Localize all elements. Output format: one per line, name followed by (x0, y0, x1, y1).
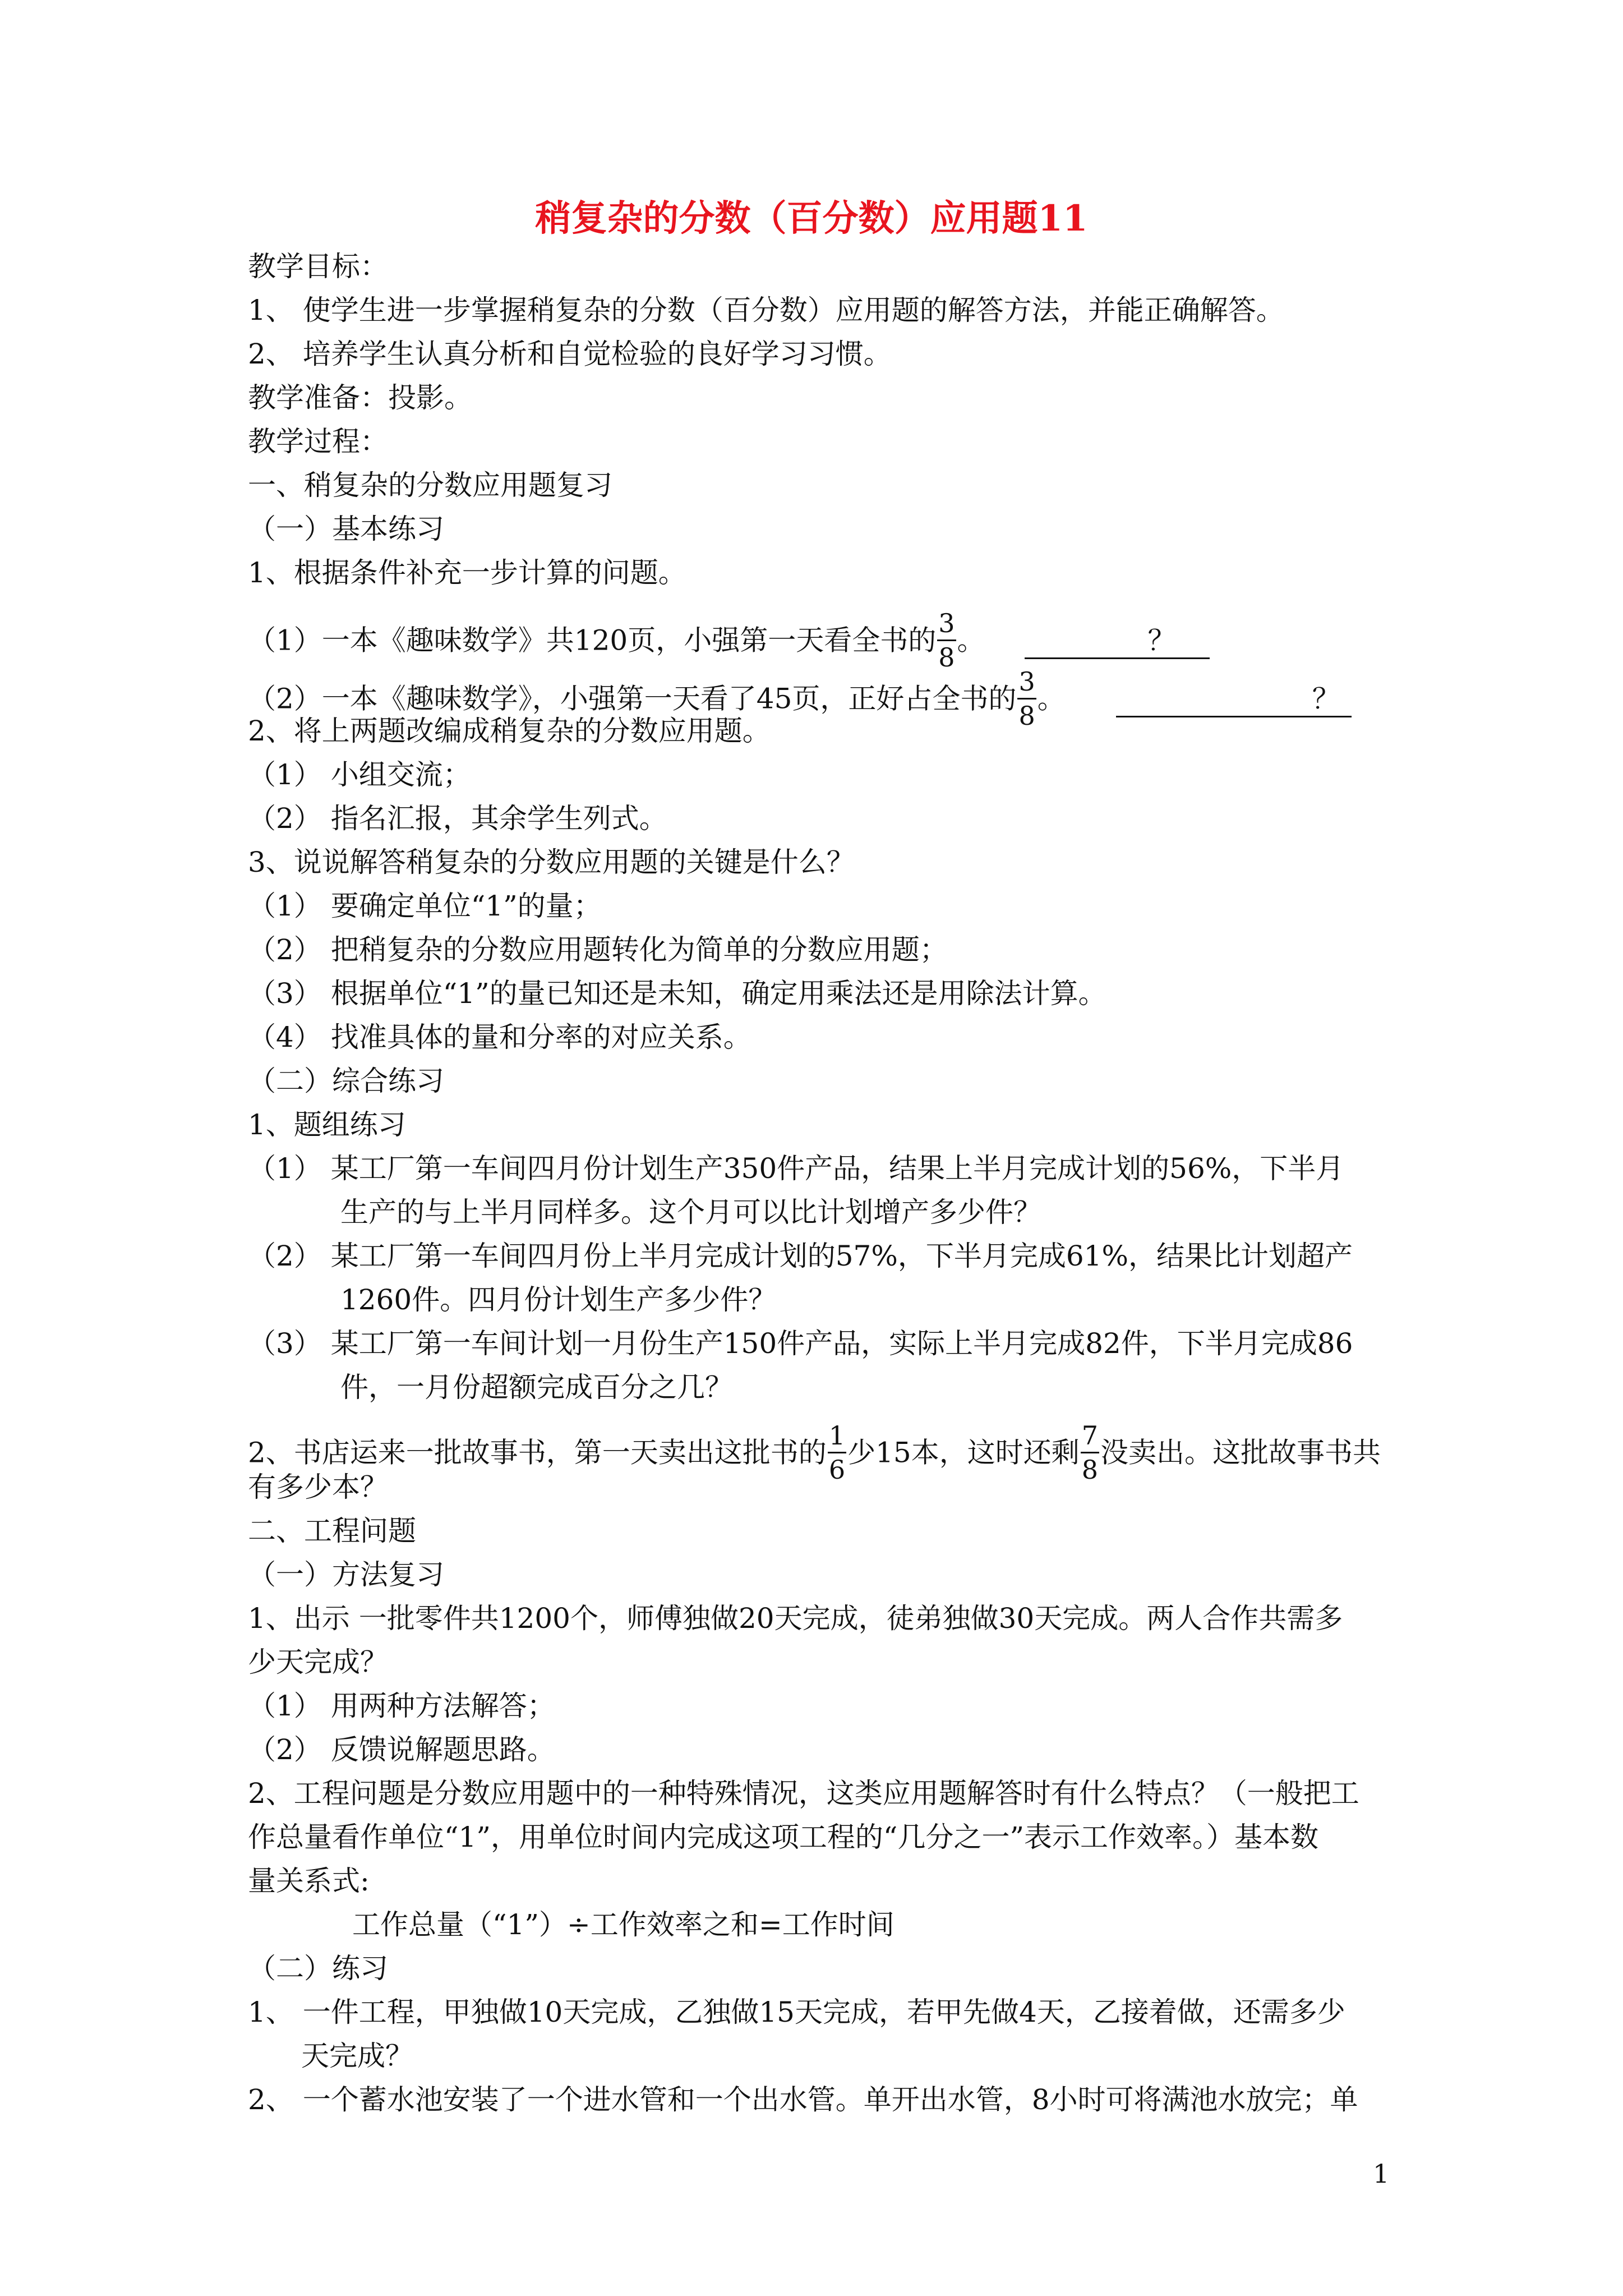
fraction-numerator: 7 (1081, 1419, 1099, 1453)
section-heading-1: 一、稍复杂的分数应用题复习 (248, 469, 612, 501)
goal-2: 2、 培养学生认真分析和自觉检验的良好学习习惯。 (248, 338, 892, 370)
answer-blank-2[interactable] (1116, 682, 1352, 717)
fraction-numerator: 3 (1017, 665, 1036, 700)
blank-question-mark: ？ (1312, 682, 1340, 715)
goal-1: 1、 使学生进一步掌握稍复杂的分数（百分数）应用题的解答方法，并能正确解答。 (248, 294, 1284, 326)
relationship-formula: 工作总量（“1”）÷工作效率之和=工作时间 (352, 1908, 895, 1941)
subsection-comprehensive-practice: （二）综合练习 (248, 1065, 444, 1097)
exercise-1-line-1: 1、 一件工程，甲独做10天完成，乙独做15天完成，若甲先做4天，乙接着做，还需多少 (248, 1996, 1345, 2028)
subsection-method-review: （一）方法复习 (248, 1558, 444, 1591)
method-question-1-line-1: 1、出示 一批零件共1200个，师傅独做20天完成，徒弟独做30天完成。两人合作共需多 (248, 1602, 1343, 1635)
method-question-2-line-1: 2、工程问题是分数应用题中的一种特殊情况，这类应用题解答时有什么特点？（一般把工 (248, 1777, 1359, 1810)
question-2: 2、将上两题改编成稍复杂的分数应用题。 (248, 715, 771, 747)
fraction-3-8 (1017, 665, 1036, 732)
method-question-1-line-2: 少天完成？ (248, 1646, 388, 1678)
teaching-prep: 教学准备：投影。 (248, 381, 472, 414)
question-1-2-text: （2）一本《趣味数学》，小强第一天看了45页，正好占全书的 (248, 682, 1017, 715)
question-3-4: （4） 找准具体的量和分率的对应关系。 (248, 1021, 751, 1053)
subsection-basic-practice: （一）基本练习 (248, 513, 444, 545)
fraction-denominator: 8 (938, 642, 955, 673)
group-item-3-line-1: （3） 某工厂第一车间计划一月份生产150件产品，实际上半月完成82件，下半月完成86 (248, 1327, 1353, 1360)
group-item-3-line-2: 件，一月份超额完成百分之几？ (340, 1371, 733, 1404)
exercise-2-line-1: 2、 一个蓄水池安装了一个进水管和一个出水管。单开出水管，8小时可将满池水放完；单 (248, 2083, 1358, 2116)
question-3-1: （1） 要确定单位“1”的量； (248, 890, 602, 922)
fraction-7-8 (1081, 1419, 1099, 1486)
book-question-text-a: 2、书店运来一批故事书，第一天卖出这批书的 (248, 1436, 827, 1469)
book-question-line-2: 有多少本？ (248, 1471, 388, 1503)
group-item-1-line-1: （1） 某工厂第一车间四月份计划生产350件产品，结果上半月完成计划的56%，下半月 (248, 1152, 1344, 1185)
section-heading-2: 二、工程问题 (248, 1515, 416, 1547)
question-1-1 (248, 609, 1210, 676)
method-question-2-line-2: 作总量看作单位“1”，用单位时间内完成这项工程的“几分之一”表示工作效率。）基本数 (248, 1821, 1319, 1853)
subsection-practice: （二）练习 (248, 1952, 388, 1985)
group-item-2-line-2: 1260件。四月份计划生产多少件？ (340, 1283, 777, 1316)
question-1-2-end: 。 (1037, 682, 1066, 715)
fraction-numerator: 3 (937, 607, 956, 641)
question-1-1-end: 。 (957, 624, 985, 657)
fraction-numerator: 1 (828, 1419, 846, 1453)
goals-heading: 教学目标： (248, 250, 388, 283)
method-question-1-1: （1） 用两种方法解答； (248, 1690, 555, 1722)
question-2-2: （2） 指名汇报，其余学生列式。 (248, 802, 667, 835)
exercise-1-line-2: 天完成？ (301, 2040, 413, 2072)
group-item-2-line-1: （2） 某工厂第一车间四月份上半月完成计划的57%，下半月完成61%，结果比计划超产 (248, 1240, 1353, 1272)
fraction-1-6 (828, 1419, 846, 1486)
group-practice: 1、题组练习 (248, 1108, 406, 1141)
question-3-2: （2） 把稍复杂的分数应用题转化为简单的分数应用题； (248, 933, 948, 966)
group-item-1-line-2: 生产的与上半月同样多。这个月可以比计划增产多少件？ (340, 1196, 1041, 1228)
question-2-1: （1） 小组交流； (248, 758, 471, 791)
question-3: 3、说说解答稍复杂的分数应用题的关键是什么？ (248, 846, 855, 878)
teaching-process: 教学过程： (248, 425, 388, 458)
book-question-line-1 (248, 1421, 1381, 1488)
question-1: 1、根据条件补充一步计算的问题。 (248, 556, 686, 589)
method-question-2-line-3: 量关系式: (248, 1865, 370, 1897)
answer-blank-1[interactable] (1025, 624, 1210, 659)
book-question-text-b: 少15本，这时还剩 (847, 1436, 1080, 1469)
fraction-denominator: 8 (1081, 1455, 1098, 1485)
fraction-3-8 (937, 607, 956, 674)
question-1-1-text: （1）一本《趣味数学》共120页，小强第一天看全书的 (248, 624, 937, 657)
book-question-text-c: 没卖出。这批故事书共 (1100, 1436, 1381, 1469)
question-3-3: （3） 根据单位“1”的量已知还是未知，确定用乘法还是用除法计算。 (248, 977, 1106, 1010)
method-question-1-2: （2） 反馈说解题思路。 (248, 1733, 555, 1766)
fraction-denominator: 8 (1018, 701, 1035, 731)
blank-question-mark: ？ (1147, 624, 1176, 657)
page-number: 1 (1373, 2159, 1390, 2189)
fraction-denominator: 6 (828, 1455, 846, 1485)
page-title: 稍复杂的分数（百分数）应用题11 (535, 197, 1088, 240)
